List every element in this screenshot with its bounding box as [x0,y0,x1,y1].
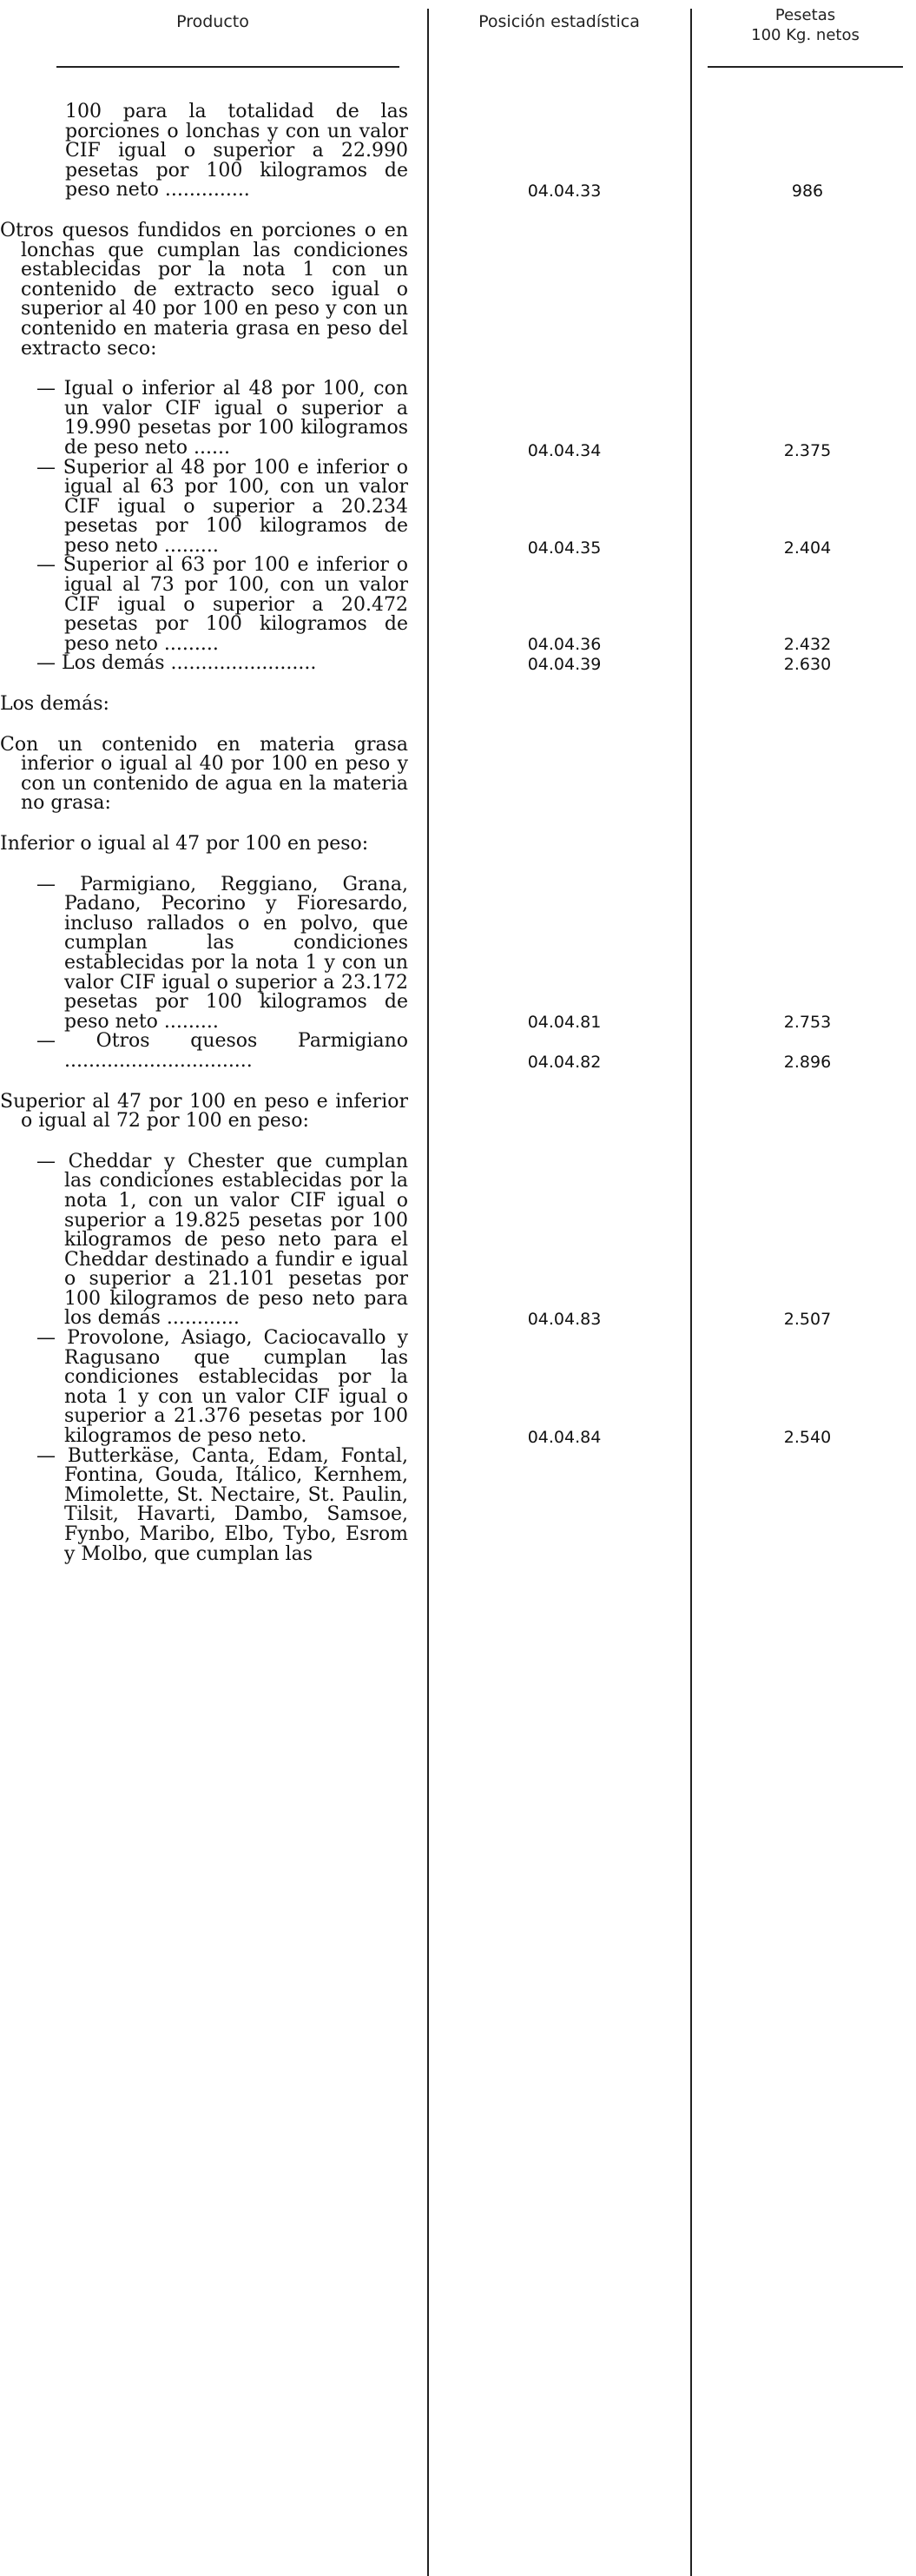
row-spacer [0,1072,916,1093]
statistical-position: 04.04.39 [527,655,602,675]
header-rule-right [708,66,903,68]
table-row [0,733,916,815]
table-row [0,1150,916,1330]
header-rule [56,66,399,68]
product-text: Los demás: [0,693,109,716]
pesetas-value: 2.404 [783,538,832,558]
table-row [0,1329,916,1447]
table-row [0,695,916,715]
tariff-table [0,102,916,1564]
product-text: — Superior al 63 por 100 e inferior o igual al 73 por 100, con un valor CIF igual o superior a 20.472 pesetas por 100 kilogramos de peso neto ......... [36,554,408,655]
statistical-position: 04.04.84 [527,1427,602,1447]
pesetas-label: Pesetas [774,6,836,24]
product-text: Con un contenido en materia grasa inferior o igual al 40 por 100 en peso y con un contenido de agua en la materia no grasa: [0,733,408,815]
table-row [0,654,916,674]
statistical-position: 04.04.83 [527,1310,602,1330]
statistical-position: 04.04.81 [527,1013,602,1033]
row-spacer [0,814,916,835]
pesetas-value: 2.507 [783,1310,832,1330]
statistical-position: 04.04.82 [527,1052,602,1072]
product-text: — Superior al 48 por 100 e inferior o igual al 63 por 100, con un valor CIF igual o superior a 20.234 pesetas por 100 kilogramos de peso neto ......... [36,456,408,557]
table-row [0,1032,916,1071]
statistical-position: 04.04.35 [527,538,602,558]
statistical-position: 04.04.36 [527,635,602,655]
product-text: — Los demás ........................ [36,652,317,675]
pesetas-unit: 100 Kg. netos [751,26,860,44]
table-row [0,380,916,458]
pesetas-value: 2.630 [783,655,832,675]
statistical-position: 04.04.33 [527,181,602,201]
row-spacer [0,359,916,380]
product-text: — Otros quesos Parmigiano ............................... [36,1030,408,1072]
table-row [0,102,916,201]
table-row [0,556,916,654]
table-row [0,835,916,855]
table-row [0,1090,916,1133]
product-text: Superior al 47 por 100 en peso e inferior o igual al 72 por 100 en peso: [0,1090,408,1133]
product-text: — Igual o inferior al 48 por 100, con un valor CIF igual o superior a 19.990 pesetas por 100 kilogramos de peso neto ...... [36,378,408,459]
product-text: — Provolone, Asiago, Caciocavallo y Ragusano que cumplan las condiciones establecidas por la nota 1 y con un valor CIF igual o superior a 21.376 pesetas por 100 kilogramos de peso neto. [36,1327,408,1448]
column-header-posicion: Posición estadística [478,12,640,31]
row-spacer [0,715,916,736]
column-header-pesetas [695,5,916,45]
row-spacer [0,1132,916,1153]
product-text: Otros quesos fundidos en porciones o en lonchas que cumplan las condiciones establecidas por la nota 1 con un contenido de extracto seco igual o superior al 40 por 100 en peso y con un contenido en materia grasa en peso del extracto seco: [0,219,408,360]
pesetas-value: 986 [791,181,824,201]
pesetas-value: 2.540 [783,1427,832,1447]
table-row [0,456,916,558]
table-row [0,1444,916,1565]
product-text: — Parmigiano, Reggiano, Grana, Padano, Pecorino y Fioresardo, incluso rallados o en polvo, que cumplan las condiciones establecidas por la nota 1 y con un valor CIF igual o superior a 23.172 pesetas por 100 kilogramos de peso neto ......... [36,873,408,1033]
pesetas-value: 2.753 [783,1013,832,1033]
pesetas-value: 2.375 [783,440,832,460]
product-text: — Cheddar y Chester que cumplan las condiciones establecidas por la nota 1, con un valor CIF igual o superior a 19.825 pesetas por 100 kilogramos de peso neto para el Cheddar destinado a fundir e igual o superior a 21.101 pesetas por 100 kilogramos de peso neto para los demás ............ [36,1150,408,1330]
pesetas-value: 2.896 [783,1052,832,1072]
row-spacer [0,674,916,695]
statistical-position: 04.04.34 [527,440,602,460]
product-text: 100 para la totalidad de las porciones o lonchas y con un valor CIF igual o superior a 22.990 pesetas por 100 kilogramos de peso neto .............. [65,101,408,201]
row-spacer [0,201,916,221]
table-row [0,221,916,359]
column-header-producto: Producto [176,12,249,31]
product-text: — Butterkäse, Canta, Edam, Fontal, Fontina, Gouda, Itálico, Kernhem, Mimolette, St. Nectaire, St. Paulin, Tilsit, Havarti, Dambo, Samsoe, Fynbo, Maribo, Elbo, Tybo, Esrom y Molbo, que cumplan las [36,1444,408,1565]
product-text: Inferior o igual al 47 por 100 en peso: [0,833,369,855]
pesetas-value: 2.432 [783,635,832,655]
table-row [0,875,916,1033]
row-spacer [0,855,916,875]
